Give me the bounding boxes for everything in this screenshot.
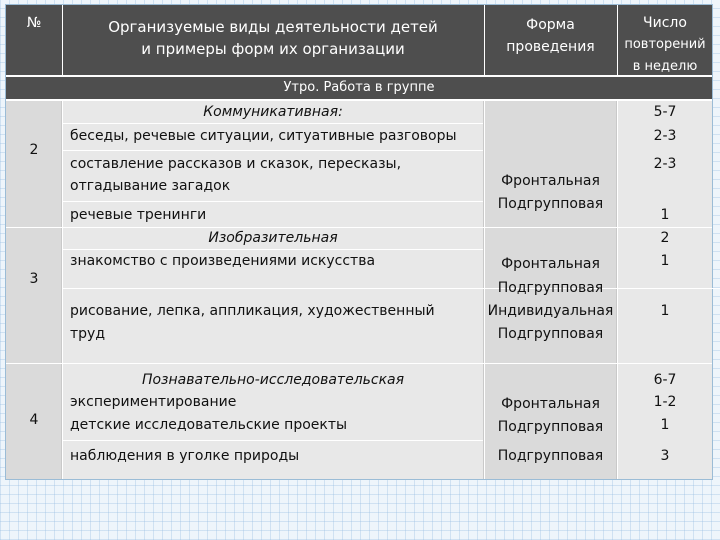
- header-form-line1: Форма: [526, 17, 575, 33]
- header-activity-line1: Организуемые виды деятельности детей: [108, 18, 438, 36]
- group-2-row-3-count: 1: [660, 207, 670, 223]
- group-4-row-1-form-2: Подгрупповая: [497, 419, 604, 435]
- group-3-row-2-line2: труд: [70, 326, 106, 342]
- group-2-row-2-line2: отгадывание загадок: [70, 178, 231, 194]
- header-count-line1: Число: [643, 15, 687, 31]
- group-3-row-1-form-2: Подгрупповая: [497, 280, 604, 296]
- group-3-row-1: знакомство с произведениями искусства: [70, 253, 376, 269]
- header-count-line2: повторений: [624, 37, 706, 52]
- group-4-row-1-line2: детские исследовательские проекты: [70, 417, 348, 433]
- group-4-row-2-form-1: Подгрупповая: [497, 448, 604, 464]
- group-2-category-count: 5-7: [653, 104, 677, 120]
- header-count-line3: в неделю: [632, 59, 698, 74]
- header-activity-line2: и примеры форм их организации: [141, 40, 405, 58]
- group-2-row-2-count: 2-3: [653, 156, 677, 172]
- group-3-row-2-form-2: Подгрупповая: [497, 326, 604, 342]
- group-2-row-3: речевые тренинги: [70, 207, 207, 223]
- group-3-num: 3: [29, 271, 39, 287]
- section-title: Утро. Работа в группе: [283, 80, 435, 95]
- group-3-row-2-line1: рисование, лепка, аппликация, художественный: [70, 303, 435, 319]
- header-form-line2: проведения: [506, 39, 595, 55]
- group-2-form-1: Фронтальная: [501, 173, 600, 189]
- group-3-row-2-count: 1: [660, 303, 670, 319]
- header-num: №: [26, 15, 42, 31]
- group-2-row-1-count: 2-3: [653, 128, 677, 144]
- group-4-row-2-count: 3: [660, 448, 670, 464]
- group-4-num: 4: [29, 412, 39, 428]
- group-2-num: 2: [29, 142, 39, 158]
- group-4-category: Познавательно-исследовательская: [141, 372, 405, 388]
- group-3-row-1-form-1: Фронтальная: [501, 256, 600, 272]
- group-4-row-1-line1: экспериментирование: [70, 394, 237, 410]
- group-2-row-1: беседы, речевые ситуации, ситуативные разговоры: [70, 128, 457, 144]
- slide-frame: [5, 4, 713, 480]
- group-2-category: Коммуникативная:: [203, 104, 343, 120]
- group-2-form-2: Подгрупповая: [497, 196, 604, 212]
- group-4-row-1-count-2: 1: [660, 417, 670, 433]
- group-3-category-count: 2: [660, 230, 670, 246]
- group-4-category-count: 6-7: [653, 372, 677, 388]
- group-4-row-2: наблюдения в уголке природы: [70, 448, 300, 464]
- group-4-row-1-count-1: 1-2: [653, 394, 677, 410]
- group-3-category: Изобразительная: [208, 230, 338, 246]
- group-4-row-1-form-1: Фронтальная: [501, 396, 600, 412]
- group-2-row-2-line1: составление рассказов и сказок, пересказы,: [70, 156, 402, 172]
- group-3-row-1-count: 1: [660, 253, 670, 269]
- group-3-row-2-form-1: Индивидуальная: [487, 303, 614, 319]
